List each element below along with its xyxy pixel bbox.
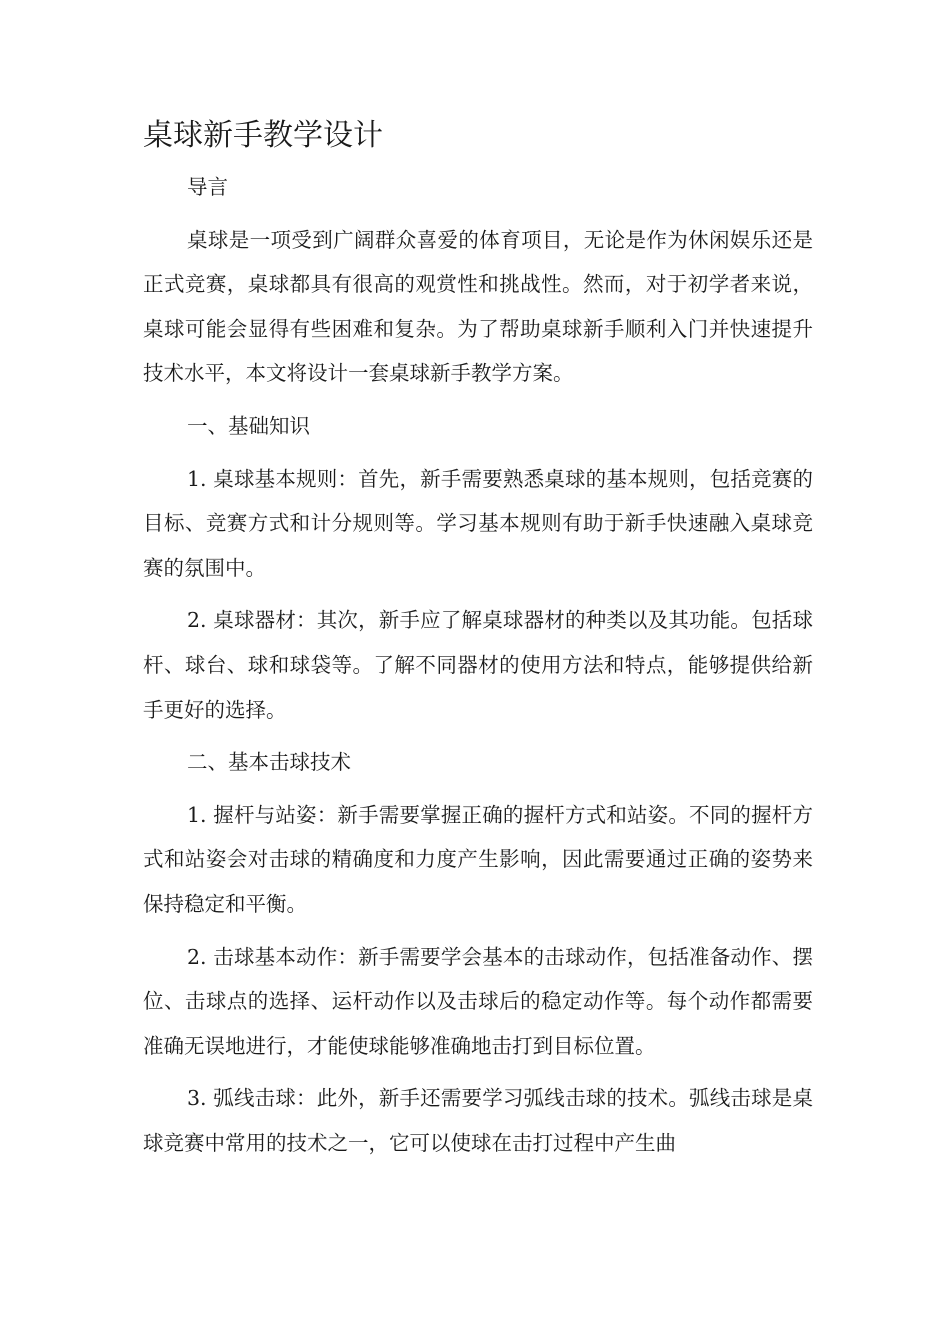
paragraph-intro: 桌球是一项受到广阔群众喜爱的体育项目，无论是作为休闲娱乐还是正式竞赛，桌球都具有很高的观赏性和挑战性。然而，对于初学者来说，桌球可能会显得有些困难和复杂。为了帮助桌球新手顺利入门并快速提升技术水平，本文将设计一套桌球新手教学方案。 — [143, 227, 813, 386]
section-heading-basics: 一、基础知识 — [187, 413, 310, 438]
paragraph-grip-stance: 1. 握杆与站姿：新手需要掌握正确的握杆方式和站姿。不同的握杆方式和站姿会对击球的精确度和力度产生影响，因此需要通过正确的姿势来保持稳定和平衡。 — [143, 802, 813, 916]
document-body — [143, 165, 813, 1173]
paragraph-stroke-basics: 2. 击球基本动作：新手需要学会基本的击球动作，包括准备动作、摆位、击球点的选择、运杆动作以及击球后的稳定动作等。每个动作都需要准确无误地进行，才能使球能够准确地击打到目标位置。 — [143, 944, 813, 1058]
section-heading-intro: 导言 — [187, 175, 228, 199]
document-title: 桌球新手教学设计 — [143, 118, 383, 153]
paragraph-rules: 1. 桌球基本规则：首先，新手需要熟悉桌球的基本规则，包括竞赛的目标、竞赛方式和计分规则等。学习基本规则有助于新手快速融入桌球竞赛的氛围中。 — [143, 466, 813, 580]
paragraph-curve-shot: 3. 弧线击球：此外，新手还需要学习弧线击球的技术。弧线击球是桌球竞赛中常用的技术之一，它可以使球在击打过程中产生曲 — [143, 1086, 813, 1155]
paragraph-equipment: 2. 桌球器材：其次，新手应了解桌球器材的种类以及其功能。包括球杆、球台、球和球袋等。了解不同器材的使用方法和特点，能够提供给新手更好的选择。 — [143, 608, 813, 722]
section-heading-technique: 二、基本击球技术 — [187, 750, 351, 775]
